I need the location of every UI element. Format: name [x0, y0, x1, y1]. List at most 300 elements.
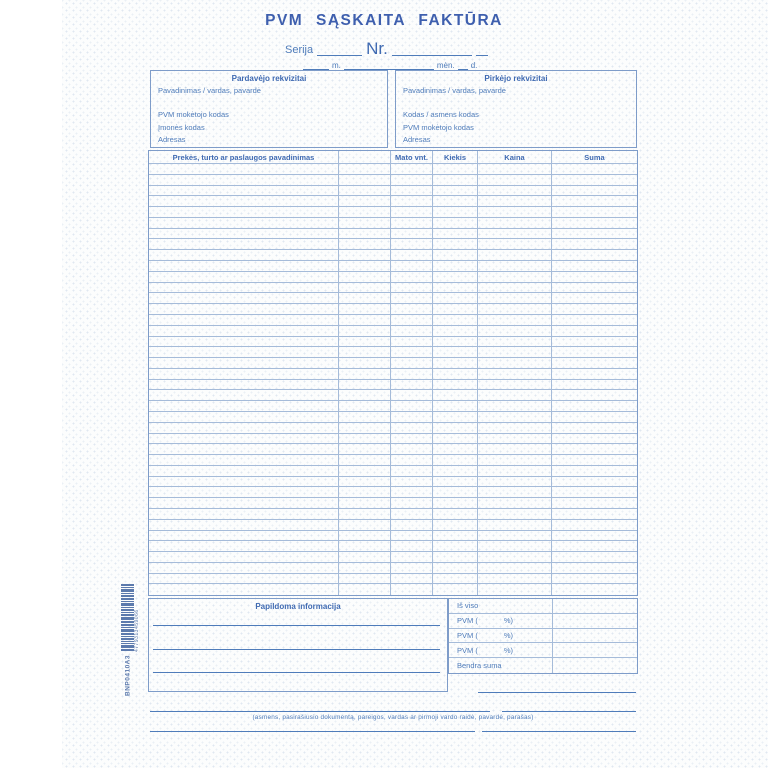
col-header-unit: Mato vnt. — [391, 151, 433, 163]
table-cell — [339, 196, 391, 206]
table-row — [149, 304, 637, 315]
nr-suffix-blank — [476, 42, 488, 56]
totals-row-vat3 — [449, 643, 637, 658]
table-cell — [149, 186, 339, 196]
table-cell — [552, 283, 637, 293]
table-cell — [149, 477, 339, 487]
table-cell — [478, 552, 552, 562]
table-cell — [552, 315, 637, 325]
table-cell — [478, 434, 552, 444]
table-cell — [149, 250, 339, 260]
table-cell — [391, 531, 433, 541]
table-cell — [339, 250, 391, 260]
month-blank — [344, 62, 434, 70]
table-cell — [433, 272, 478, 282]
table-cell — [149, 444, 339, 454]
table-cell — [433, 401, 478, 411]
table-cell — [149, 541, 339, 551]
signature-line-2 — [150, 731, 475, 732]
form-title: PVM SĄSKAITA FAKTŪRA — [265, 12, 503, 29]
table-row — [149, 423, 637, 434]
table-row — [149, 412, 637, 423]
table-cell — [149, 337, 339, 347]
table-cell — [149, 358, 339, 368]
table-cell — [339, 272, 391, 282]
table-cell — [339, 175, 391, 185]
table-cell — [149, 380, 339, 390]
table-cell — [552, 541, 637, 551]
table-cell — [391, 283, 433, 293]
serija-blank — [317, 42, 362, 56]
additional-info-header: Papildoma informacija — [255, 602, 341, 611]
vat3-label-prefix: PVM ( — [457, 645, 478, 655]
table-cell — [478, 574, 552, 584]
table-cell — [552, 239, 637, 249]
table-cell — [391, 423, 433, 433]
table-cell — [339, 563, 391, 573]
table-cell — [149, 520, 339, 530]
table-cell — [552, 261, 637, 271]
table-cell — [552, 444, 637, 454]
table-row — [149, 261, 637, 272]
table-cell — [339, 487, 391, 497]
table-cell — [339, 520, 391, 530]
barcode-bars — [121, 584, 134, 652]
table-cell — [478, 239, 552, 249]
table-cell — [391, 369, 433, 379]
table-cell — [433, 207, 478, 217]
table-cell — [149, 455, 339, 465]
table-cell — [339, 207, 391, 217]
table-cell — [433, 574, 478, 584]
table-cell — [391, 304, 433, 314]
table-row — [149, 434, 637, 445]
table-cell — [391, 401, 433, 411]
table-cell — [391, 498, 433, 508]
table-cell — [478, 293, 552, 303]
table-cell — [339, 326, 391, 336]
table-row — [149, 369, 637, 380]
table-cell — [552, 520, 637, 530]
table-row — [149, 584, 637, 595]
table-row — [149, 509, 637, 520]
table-cell — [552, 304, 637, 314]
table-row — [149, 466, 637, 477]
table-row — [149, 250, 637, 261]
table-cell — [552, 347, 637, 357]
table-cell — [339, 552, 391, 562]
table-cell — [433, 304, 478, 314]
table-row — [149, 477, 637, 488]
year-blank — [303, 62, 329, 70]
table-cell — [391, 272, 433, 282]
table-cell — [391, 347, 433, 357]
table-cell — [478, 315, 552, 325]
table-cell — [433, 434, 478, 444]
table-cell — [552, 229, 637, 239]
table-cell — [149, 584, 339, 595]
table-cell — [339, 390, 391, 400]
table-cell — [433, 541, 478, 551]
table-cell — [149, 390, 339, 400]
table-cell — [391, 520, 433, 530]
table-cell — [339, 369, 391, 379]
table-cell — [552, 423, 637, 433]
table-row — [149, 401, 637, 412]
table-cell — [149, 434, 339, 444]
table-row — [149, 444, 637, 455]
table-cell — [149, 369, 339, 379]
table-cell — [391, 218, 433, 228]
table-cell — [339, 164, 391, 174]
table-cell — [391, 584, 433, 595]
vat1-amount-cell — [552, 614, 637, 628]
table-cell — [552, 272, 637, 282]
table-cell — [433, 196, 478, 206]
seller-box — [150, 70, 388, 148]
col-header-item-name: Prekės, turto ar paslaugos pavadinimas — [149, 151, 339, 163]
table-cell — [339, 423, 391, 433]
table-cell — [339, 304, 391, 314]
col-header-blank — [339, 151, 391, 163]
month-label: mėn. — [436, 61, 455, 70]
table-cell — [339, 229, 391, 239]
scan-left-margin — [0, 0, 62, 768]
table-cell — [391, 541, 433, 551]
table-cell — [552, 531, 637, 541]
table-cell — [552, 477, 637, 487]
table-cell — [433, 584, 478, 595]
vat2-amount-cell — [552, 629, 637, 643]
table-cell — [478, 369, 552, 379]
table-cell — [552, 390, 637, 400]
table-row — [149, 563, 637, 574]
table-cell — [339, 444, 391, 454]
table-cell — [433, 498, 478, 508]
table-cell — [391, 175, 433, 185]
totals-row-vat2 — [449, 629, 637, 644]
table-cell — [552, 358, 637, 368]
table-row — [149, 380, 637, 391]
table-cell — [552, 498, 637, 508]
table-cell — [478, 358, 552, 368]
table-cell — [149, 315, 339, 325]
table-cell — [552, 337, 637, 347]
table-cell — [339, 261, 391, 271]
table-row — [149, 326, 637, 337]
table-cell — [552, 196, 637, 206]
table-row — [149, 239, 637, 250]
table-cell — [552, 552, 637, 562]
table-cell — [433, 455, 478, 465]
table-cell — [552, 412, 637, 422]
table-cell — [149, 196, 339, 206]
table-cell — [339, 337, 391, 347]
seller-field-vat-code: PVM mokėtojo kodas — [158, 110, 229, 119]
table-cell — [149, 326, 339, 336]
serija-label: Serija — [285, 44, 314, 56]
buyer-field-address: Adresas — [403, 135, 431, 144]
table-cell — [433, 509, 478, 519]
table-cell — [433, 186, 478, 196]
table-cell — [552, 401, 637, 411]
table-cell — [552, 466, 637, 476]
nr-blank — [392, 42, 472, 56]
table-cell — [391, 326, 433, 336]
table-row — [149, 541, 637, 552]
buyer-field-vat-code: PVM mokėtojo kodas — [403, 123, 474, 132]
barcode-product-code: BNP0410A3 — [124, 655, 132, 696]
vat3-label-suffix: %) — [503, 645, 514, 655]
table-cell — [478, 509, 552, 519]
buyer-field-name: Pavadinimas / vardas, pavardė — [403, 86, 506, 95]
table-cell — [552, 164, 637, 174]
additional-info-box — [148, 598, 448, 692]
table-cell — [433, 175, 478, 185]
items-table-header — [149, 151, 637, 164]
totals-row-grand-total — [449, 658, 637, 673]
buyer-box — [395, 70, 637, 148]
vat2-label-prefix: PVM ( — [457, 630, 478, 640]
table-cell — [478, 207, 552, 217]
table-cell — [478, 423, 552, 433]
table-cell — [149, 164, 339, 174]
table-cell — [433, 552, 478, 562]
table-cell — [149, 466, 339, 476]
totals-extra-line — [478, 692, 636, 693]
table-cell — [339, 315, 391, 325]
table-cell — [149, 552, 339, 562]
table-row — [149, 347, 637, 358]
table-row — [149, 498, 637, 509]
table-cell — [478, 261, 552, 271]
table-cell — [339, 498, 391, 508]
table-cell — [433, 164, 478, 174]
seller-header: Pardavėjo rekvizitai — [231, 74, 307, 83]
table-cell — [149, 304, 339, 314]
table-cell — [478, 412, 552, 422]
table-cell — [433, 520, 478, 530]
table-row — [149, 175, 637, 186]
table-cell — [552, 186, 637, 196]
table-row — [149, 272, 637, 283]
table-cell — [149, 229, 339, 239]
table-cell — [391, 358, 433, 368]
day-label: d. — [470, 61, 478, 70]
table-cell — [478, 229, 552, 239]
table-cell — [433, 347, 478, 357]
seller-field-company-code: Įmonės kodas — [158, 123, 205, 132]
table-row — [149, 196, 637, 207]
table-cell — [433, 563, 478, 573]
table-cell — [552, 509, 637, 519]
table-cell — [433, 239, 478, 249]
items-table-body — [149, 164, 637, 595]
signature-line — [502, 711, 636, 712]
table-cell — [391, 434, 433, 444]
table-cell — [478, 455, 552, 465]
table-cell — [339, 380, 391, 390]
table-cell — [552, 369, 637, 379]
table-cell — [552, 175, 637, 185]
table-row — [149, 552, 637, 563]
table-cell — [339, 584, 391, 595]
totals-row-vat1 — [449, 614, 637, 629]
table-cell — [149, 487, 339, 497]
table-cell — [391, 574, 433, 584]
table-row — [149, 229, 637, 240]
table-cell — [149, 272, 339, 282]
table-cell — [552, 207, 637, 217]
table-cell — [433, 423, 478, 433]
vat2-label-suffix: %) — [503, 630, 514, 640]
table-cell — [478, 347, 552, 357]
table-cell — [391, 390, 433, 400]
signature-caption: (asmens, pasirašiusio dokumentą, pareigos, vardas ar pirmoji vardo raidė, pavardė, parašas) — [252, 714, 534, 721]
grand-total-label: Bendra suma — [457, 661, 502, 671]
table-cell — [391, 455, 433, 465]
table-cell — [433, 487, 478, 497]
buyer-field-personal-code: Kodas / asmens kodas — [403, 110, 479, 119]
table-cell — [391, 487, 433, 497]
table-cell — [149, 574, 339, 584]
table-cell — [391, 337, 433, 347]
table-cell — [433, 218, 478, 228]
buyer-header: Pirkėjo rekvizitai — [484, 74, 548, 83]
table-cell — [391, 207, 433, 217]
table-cell — [552, 380, 637, 390]
table-cell — [478, 444, 552, 454]
grand-total-amount-cell — [552, 658, 637, 673]
table-cell — [149, 175, 339, 185]
table-cell — [433, 369, 478, 379]
table-cell — [433, 337, 478, 347]
table-row — [149, 315, 637, 326]
table-cell — [149, 563, 339, 573]
totals-row-subtotal — [449, 599, 637, 614]
table-cell — [339, 293, 391, 303]
vat1-label-suffix: %) — [503, 616, 514, 626]
col-header-quantity: Kiekis — [433, 151, 478, 163]
table-cell — [478, 164, 552, 174]
table-cell — [391, 563, 433, 573]
table-cell — [391, 315, 433, 325]
table-cell — [391, 466, 433, 476]
table-cell — [478, 250, 552, 260]
vat1-label-prefix: PVM ( — [457, 616, 478, 626]
table-cell — [149, 509, 339, 519]
totals-box — [448, 598, 638, 674]
table-cell — [552, 434, 637, 444]
table-cell — [433, 229, 478, 239]
table-cell — [149, 401, 339, 411]
table-row — [149, 520, 637, 531]
table-cell — [433, 326, 478, 336]
table-cell — [433, 380, 478, 390]
table-cell — [339, 466, 391, 476]
table-cell — [433, 466, 478, 476]
additional-info-line — [153, 649, 440, 650]
table-row — [149, 358, 637, 369]
additional-info-line — [153, 672, 440, 673]
table-cell — [478, 563, 552, 573]
table-cell — [433, 412, 478, 422]
table-cell — [478, 531, 552, 541]
table-cell — [149, 261, 339, 271]
table-row — [149, 207, 637, 218]
table-cell — [339, 218, 391, 228]
table-cell — [478, 466, 552, 476]
seller-field-name: Pavadinimas / vardas, pavardė — [158, 86, 261, 95]
seller-field-address: Adresas — [158, 135, 186, 144]
table-cell — [339, 347, 391, 357]
table-row — [149, 531, 637, 542]
table-cell — [433, 531, 478, 541]
table-cell — [339, 574, 391, 584]
col-header-price: Kaina — [478, 151, 552, 163]
items-table — [148, 150, 638, 596]
table-cell — [391, 250, 433, 260]
table-cell — [552, 563, 637, 573]
table-row — [149, 164, 637, 175]
table-cell — [552, 218, 637, 228]
table-cell — [339, 434, 391, 444]
nr-label: Nr. — [366, 39, 388, 58]
table-cell — [339, 358, 391, 368]
table-cell — [391, 444, 433, 454]
table-cell — [391, 196, 433, 206]
subtotal-amount-cell — [552, 599, 637, 613]
table-cell — [391, 509, 433, 519]
subtotal-label: Iš viso — [457, 601, 479, 611]
table-cell — [478, 487, 552, 497]
table-row — [149, 283, 637, 294]
table-cell — [478, 390, 552, 400]
table-cell — [391, 380, 433, 390]
table-cell — [391, 186, 433, 196]
table-cell — [339, 531, 391, 541]
table-cell — [552, 293, 637, 303]
table-cell — [339, 509, 391, 519]
table-cell — [478, 477, 552, 487]
table-cell — [339, 401, 391, 411]
barcode — [121, 584, 143, 704]
table-cell — [433, 390, 478, 400]
table-cell — [339, 186, 391, 196]
serija-row — [285, 36, 488, 56]
table-cell — [433, 250, 478, 260]
table-cell — [149, 423, 339, 433]
signature-line-2 — [482, 731, 636, 732]
table-cell — [478, 175, 552, 185]
table-row — [149, 455, 637, 466]
table-cell — [478, 541, 552, 551]
table-cell — [478, 337, 552, 347]
table-cell — [149, 283, 339, 293]
table-row — [149, 337, 637, 348]
table-cell — [478, 304, 552, 314]
date-row — [303, 58, 477, 70]
table-cell — [149, 293, 339, 303]
table-cell — [149, 218, 339, 228]
table-cell — [433, 358, 478, 368]
table-cell — [552, 455, 637, 465]
table-cell — [478, 196, 552, 206]
additional-info-line — [153, 625, 440, 626]
table-cell — [149, 207, 339, 217]
table-row — [149, 186, 637, 197]
table-cell — [478, 186, 552, 196]
